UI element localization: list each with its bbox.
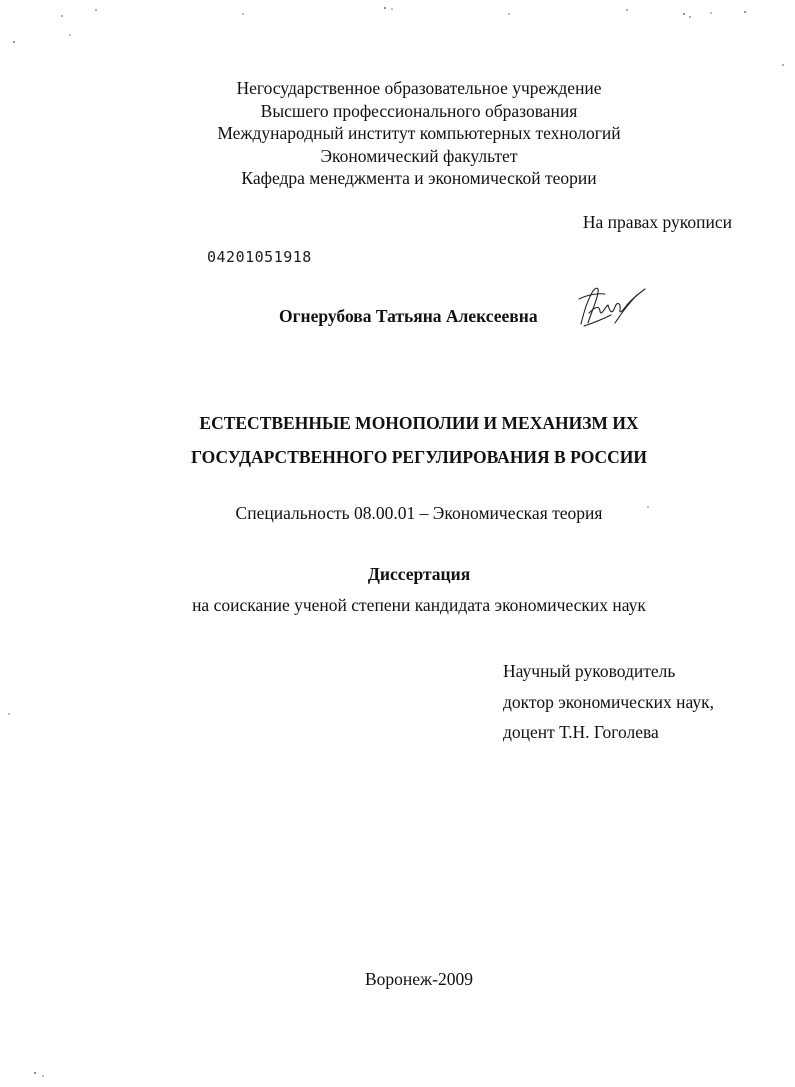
supervisor-name: доцент Т.Н. Гоголева	[503, 722, 659, 742]
city-year: Воронеж-2009	[365, 969, 473, 989]
author-signature	[575, 279, 653, 339]
supervisor-block	[503, 656, 714, 748]
institution-line-3: Международный институт компьютерных технологий	[217, 123, 621, 144]
dissertation-purpose: на соискание ученой степени кандидата экономических наук	[192, 595, 646, 615]
institution-line-5: Кафедра менеджмента и экономической теории	[241, 168, 597, 189]
supervisor-degree: доктор экономических наук,	[503, 691, 714, 712]
catalog-number: 04201051918	[207, 248, 312, 266]
institution-line-1: Негосударственное образовательное учреждение	[236, 78, 602, 98]
specialty-line: Специальность 08.00.01 – Экономическая теория	[235, 503, 603, 523]
title-line-2: ГОСУДАРСТВЕННОГО РЕГУЛИРОВАНИЯ В РОССИИ	[190, 447, 648, 467]
institution-line-4: Экономический факультет	[320, 145, 518, 166]
institution-line-2: Высшего профессионального образования	[260, 100, 578, 121]
author-name: Огнерубова Татьяна Алексеевна	[279, 306, 538, 326]
dissertation-title	[0, 406, 795, 474]
institution-header	[0, 77, 795, 190]
supervisor-role: Научный руководитель	[503, 661, 676, 681]
dissertation-label: Диссертация	[367, 564, 471, 584]
title-line-1: ЕСТЕСТВЕННЫЕ МОНОПОЛИИ И МЕХАНИЗМ ИХ	[199, 413, 639, 433]
manuscript-note: На правах рукописи	[582, 212, 732, 232]
